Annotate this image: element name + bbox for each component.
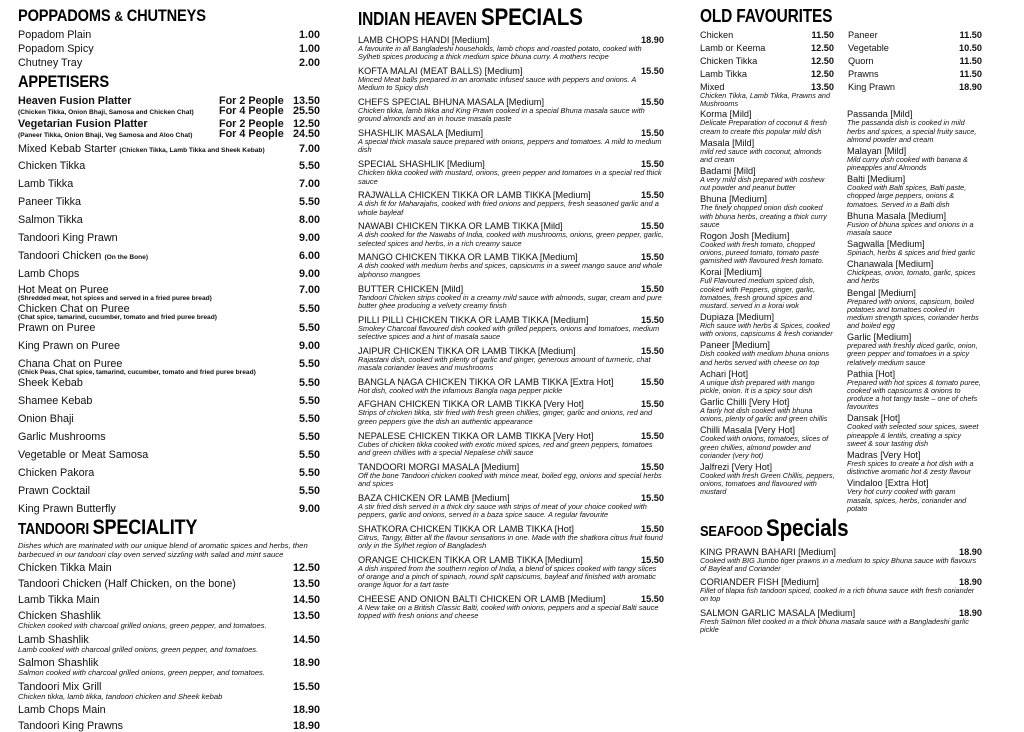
- column-favourites: [700, 0, 982, 638]
- curry-item: Passanda [Mild] The passanda dish is cooked in mild herbs and spices, a special fruity sauce, almond powder and cream: [847, 109, 977, 144]
- menu-item: Garlic Mushrooms 5.50: [18, 431, 320, 443]
- menu-item: Lamb Tikka Main 14.50: [18, 594, 320, 607]
- curry-item: Korma [Mild] Delicate Preparation of coconut & fresh cream to create this popular mild dish: [700, 109, 827, 136]
- menu-item: Vegetable or Meat Samosa 5.50: [18, 449, 320, 461]
- menu-item: AFGHAN CHICKEN TIKKA OR LAMB TIKKA [Very Hot] 15.50 Strips of chicken tikka, stir fried with fresh green chillies, ginger, garlic and onions, red and green peppers give the dish an authentic appearance: [358, 399, 664, 426]
- menu-item: NEPALESE CHICKEN TIKKA OR LAMB TIKKA [Very Hot] 15.50 Cubes of chicken tikka cooked with exotic mixed spices, red and green peppers, tomatoes and green chillies with a special Nepalese chilli sauce: [358, 430, 664, 457]
- curry-item: Bengal [Medium] Prepared with onions, capsicum, boiled potatoes and tomatoes cooked in medium strength spices, coriander herbs and boiled egg: [847, 287, 979, 331]
- curry-item: Madras [Very Hot] Fresh spices to create a hot dish with a distinctive aromatic hot & zesty flavour: [847, 449, 974, 477]
- menu-item: Paneer Tikka 5.50: [18, 196, 320, 208]
- menu-item: Onion Bhaji 5.50: [18, 413, 320, 425]
- menu-item: Tandoori King Prawn 9.00: [18, 232, 320, 244]
- menu-item: Tandoori Mix Grill 15.50 Chicken tikka, lamb tikka, tandoori chicken and Sheek kebab: [18, 680, 320, 701]
- menu-item: Mixed 13.50: [700, 82, 834, 92]
- specials-heading: INDIAN HEAVEN SPECIALS: [358, 4, 583, 31]
- menu-item: ORANGE CHICKEN TIKKA OR LAMB TIKKA [Medium] 15.50 A dish inspired from the southern region of India, a blend of spices cooked with tangy slices of orange and a pinch of spinach, round split capsicums, bayleaf and finished with aromatic orange liquor for a tart taste: [358, 554, 664, 590]
- menu-item: King Prawn Butterfly 9.00: [18, 503, 320, 515]
- menu-item: Tandoori Chicken (Half Chicken, on the bone) 13.50: [18, 578, 320, 591]
- curry-item: Dupiaza [Medium] Rich sauce with herbs & Spices, cooked with onions, capsicums & fresh coriander: [700, 312, 833, 339]
- curry-item: Vindaloo [Extra Hot] Very hot curry cooked with garam masala, spices, herbs, coriander and potato: [847, 478, 967, 513]
- curry-item: Chanawala [Medium] Chickpeas, onion, tomato, garlic, spices and herbs: [847, 259, 976, 286]
- curry-item: Balti [Medium] Cooked with Balti spices, Balti paste, chopped large peppers, onions & tomatoes. Served in a Balti dish: [847, 174, 967, 209]
- menu-item: Prawns 11.50: [848, 69, 982, 79]
- curry-item: Garlic Chilli [Very Hot] A fairly hot dish cooked with bhuna onions, plenty of garlic and green chillis: [700, 397, 828, 424]
- menu-item: Lamb Shashlik 14.50 Lamb cooked with charcoal grilled onions, green pepper, and tomatoes.: [18, 633, 320, 654]
- menu-item: Hot Meat on Puree 7.00 (Shredded meat, hot spices and served in a fried puree bread): [18, 284, 320, 302]
- menu-item: King Prawn on Puree 9.00: [18, 340, 320, 352]
- menu-item: CORIANDER FISH [Medium] 18.90 Fillet of tilapia fish tandoori spiced, cooked in a rich bhuna sauce with fresh coriander on top: [700, 577, 982, 604]
- curry-styles-grid: [700, 109, 982, 515]
- menu-item: Chicken Chat on Puree 5.50 (Chat spice, tamarind, cucumber, tomato and fried puree bread): [18, 303, 320, 321]
- curry-item: Bhuna [Medium] The finely chopped onion dish cooked with bhuna herbs, creating a thick curry sauce: [700, 194, 827, 229]
- column-specials: [358, 0, 664, 625]
- menu-item: Chicken Pakora 5.50: [18, 467, 320, 479]
- curry-item: Rogon Josh [Medium] Cooked with fresh tomato, chopped onions, pureed tomato, tomato paste garnished with flavoured fresh tomato.: [700, 230, 824, 266]
- curry-item: Achari [Hot] A unique dish prepared with mango pickle, onion. It is a spicy sour dish: [700, 368, 815, 395]
- menu-item: Chicken Tikka 12.50: [700, 56, 834, 66]
- menu-item: Lamb or Keema 12.50: [700, 43, 834, 53]
- menu-item: Popadom Spicy 1.00: [18, 43, 320, 55]
- menu-item: Paneer 11.50: [848, 30, 982, 40]
- menu-item: Salmon Tikka 8.00: [18, 214, 320, 226]
- menu-item: Mixed Kebab Starter (Chicken Tikka, Lamb Tikka and Sheek Kebab) 7.00: [18, 143, 320, 155]
- menu-item: BANGLA NAGA CHICKEN TIKKA OR LAMB TIKKA [Extra Hot] 15.50 Hot dish, cooked with the infamous Bangla naga pepper pickle: [358, 376, 664, 395]
- menu-item: Heaven Fusion Platter For 2 People 13.50 (Chicken Tikka, Onion Bhaji, Samosa and Chicken Chat) For 4 People 25.50: [18, 95, 320, 117]
- menu-item: NAWABI CHICKEN TIKKA OR LAMB TIKKA [Mild] 15.50 A dish cooked for the Nawabs of India, cooked with mushrooms, onions, green pepper, garlic, selected spices and herbs, in a rich creamy sauce: [358, 221, 664, 248]
- menu-item: Chicken Shashlik 13.50 Chicken cooked with charcoal grilled onions, green pepper, and tomatoes.: [18, 610, 320, 631]
- menu-item: BUTTER CHICKEN [Mild] 15.50 Tandoori Chicken strips cooked in a creamy mild sauce with almonds, sugar, cream and pure butter ghee producing a velvety creamy finish: [358, 283, 664, 310]
- menu-item: RAJWALLA CHICKEN TIKKA OR LAMB TIKKA [Medium] 15.50 A dish fit for Maharajahs, cooked with fried onions and peppers, fresh seasoned garlic and a whole bayleaf: [358, 190, 664, 217]
- menu-item: SHASHLIK MASALA [Medium] 15.50 A special thick masala sauce prepared with onions, peppers and tomatoes. A mild to medium dish: [358, 128, 664, 155]
- tandoori-heading: TANDOORI SPECIALITY: [18, 516, 198, 539]
- menu-item: Popadom Plain 1.00: [18, 29, 320, 41]
- menu-item: PILLI PILLI CHICKEN TIKKA OR LAMB TIKKA [Medium] 15.50 Smokey Charcoal flavoured dish cooked with grilled peppers, onions and tomatoes, medium selective spices and a hint of masala sauce: [358, 314, 664, 341]
- menu-item: King Prawn 18.90: [848, 82, 982, 92]
- menu-item: Chicken 11.50: [700, 30, 834, 40]
- menu-item: Tandoori King Prawns 18.90: [18, 720, 320, 732]
- curry-item: Garlic [Medium] prepared with freshly diced garlic, onion, green pepper and tomatoes in a spicy relatively medium sauce: [847, 332, 978, 367]
- seafood-heading: SEAFOOD Specials: [700, 514, 849, 542]
- menu-item: Sheek Kebab 5.50: [18, 377, 320, 389]
- menu-item: Chicken Tikka 5.50: [18, 160, 320, 172]
- menu-item: MANGO CHICKEN TIKKA OR LAMB TIKKA [Medium] 15.50 A dish cooked with medium herbs and spices, capsicums in a sweet mango sauce and whole alphonso mangoes: [358, 252, 664, 279]
- appetiser-list-b: [18, 377, 320, 515]
- menu-item: Prawn Cocktail 5.50: [18, 485, 320, 497]
- menu-item: BAZA CHICKEN OR LAMB [Medium] 15.50 A stir fried dish served in a thick dry sauce with strips of meat of your choice cooked with peppers, garlic and onions, served in a baza spice sauce. A regular favourite: [358, 492, 664, 519]
- seafood-list: [700, 547, 982, 634]
- poppadoms-list: [18, 29, 320, 69]
- curry-item: Korai [Medium] Full Flavoured medium spiced dish, cooked with Peppers, ginger, garlic, tomatoes, fresh ground spices and mustard. served in a korai wok: [700, 267, 816, 310]
- appetisers-heading: APPETISERS: [18, 72, 109, 91]
- menu-item: TANDOORI MORGI MASALA [Medium] 15.50 Off the bone Tandoori chicken cooked with mince meat, boiled egg, onions and special herbs and spices: [358, 461, 664, 488]
- curry-item: Chilli Masala [Very Hot] Cooked with onions, tomatoes, slices of green chillies, almond powder and coriander (very hot): [700, 425, 829, 460]
- menu-item: Chicken Tikka Main 12.50: [18, 562, 320, 575]
- menu-item: Lamb Chops Main 18.90: [18, 704, 320, 717]
- menu-item: CHEESE AND ONION BALTI CHICKEN OR LAMB [Medium] 15.50 A New take on a British Classic Balti, cooked with onions, peppers and a special Balti sauce topped with fresh onions and cheese: [358, 594, 664, 621]
- menu-item: JAIPUR CHICKEN TIKKA OR LAMB TIKKA [Medium] 15.50 Rajastani dish, cooked with plenty of garlic and ginger, generous amount of turmeric, chat masala coriander leaves and mushrooms: [358, 345, 664, 372]
- tandoori-intro: Dishes which are marinated with our unique blend of aromatic spices and herbs, then barbecued in our tandoori clay oven served sizzling with salad and mint sauce: [18, 541, 308, 559]
- tandoori-list: [18, 562, 320, 732]
- favourites-price-grid: [700, 30, 982, 108]
- favourites-heading: OLD FAVOURITES: [700, 6, 833, 26]
- curry-item: Pathia [Hot] Prepared with hot spices & tomato puree, cooked with capsicums & onions to produce a hot tangy taste – one of chefs favourites: [847, 368, 981, 412]
- menu-item: Vegetarian Fusion Platter For 2 People 12.50 (Paneer Tikka, Onion Bhaji, Veg Samosa and Aloo Chat) For 4 People 24.50: [18, 118, 320, 140]
- menu-item: Tandoori Chicken (On the Bone) 6.00: [18, 250, 320, 262]
- menu-item: Lamb Chops 9.00: [18, 268, 320, 280]
- mixed-description: Chicken Tikka, Lamb Tikka, Prawns and Mushrooms: [700, 91, 831, 109]
- menu-item: Lamb Tikka 12.50: [700, 69, 834, 79]
- menu-item: Vegetable 10.50: [848, 43, 982, 53]
- menu-item: Chutney Tray 2.00: [18, 57, 320, 69]
- column-starters: [18, 0, 320, 732]
- menu-item: SPECIAL SHASHLIK [Medium] 15.50 Chicken tikka cooked with mustard, onions, green pepper and tomatoes in a special red thick sauce: [358, 159, 664, 186]
- menu-item: LAMB CHOPS HANDI [Medium] 18.90 A favourite in all Bangladeshi households, lamb chops and roasted potato, cooked with Sylheti spices producing a thick medium spice bhuna curry. A mothers recipe: [358, 35, 664, 62]
- specials-list: [358, 35, 664, 621]
- menu-item: Quorn 11.50: [848, 56, 982, 66]
- curry-item: Jalfrezi [Very Hot] Cooked with fresh Green Chillis, peppers, onions, tomatoes and flavoured with mustard: [700, 461, 835, 497]
- curry-item: Bhuna Masala [Medium] Fusion of bhuna spices and onions in a masala sauce: [847, 210, 974, 237]
- curry-item: Sagwalla [Medium] Spinach, herbs & spices and fried garlic: [847, 239, 976, 258]
- menu-item: CHEFS SPECIAL BHUNA MASALA [Medium] 15.50 Chicken tikka, lamb tikka and King Prawn cooked in a special Bhuna masala sauce with ground almonds and an in house masala paste: [358, 97, 664, 124]
- curry-item: Malayan [Mild] Mild curry dish cooked with banana & pineapples and Almonds: [847, 145, 968, 173]
- poppadoms-heading: POPPADOMS & CHUTNEYS: [18, 6, 206, 25]
- menu-item: Lamb Tikka 7.00: [18, 178, 320, 190]
- appetiser-list-a: [18, 160, 320, 244]
- menu-item: Salmon Shashlik 18.90 Salmon cooked with charcoal grilled onions, green pepper, and tomatoes.: [18, 657, 320, 678]
- menu-item: Shamee Kebab 5.50: [18, 395, 320, 407]
- menu-item: KING PRAWN BAHARI [Medium] 18.90 Cooked with BIG Jumbo tiger prawns in a medium to spicy Bhuna sauce with flavours of Bayleaf and Coriander: [700, 546, 982, 574]
- menu-item: Prawn on Puree 5.50: [18, 322, 320, 334]
- menu-item: Chana Chat on Puree 5.50 (Chick Peas, Chat spice, tamarind, cucumber, tomato and fried puree bread): [18, 358, 320, 376]
- menu-item: SHATKORA CHICKEN TIKKA OR LAMB TIKKA [Hot] 15.50 Citrus, Tangy, Bitter all the flavour sensations in one. Made with the shatkora citrus fruit found only in the Sylhet region of Bangladesh: [358, 523, 664, 550]
- menu-item: KOFTA MALAI (MEAT BALLS) [Medium] 15.50 Minced Meat balls prepared in an aromatic infused sauce with peppers and onions. A Medium to Spicy dish: [358, 66, 664, 93]
- curry-item: Dansak [Hot] Cooked with selected sour spices, sweet pineapple & lentils, creating a spicy sweet & sour tasting dish: [847, 413, 979, 448]
- curry-item: Badami [Mild] A very mild dish prepared with coshew nut powder and peanut butter: [700, 166, 825, 193]
- curry-item: Paneer [Medium] Dish cooked with medium bhuna onions and herbs served with cheese on top: [700, 340, 829, 367]
- menu-item: SALMON GARLIC MASALA [Medium] 18.90 Fresh Salmon fillet cooked in a thick bhuna masala sauce with a Bangladeshi garlic pickle: [700, 607, 982, 634]
- curry-item: Masala [Mild] mild red sauce with coconut, almonds and cream: [700, 137, 822, 164]
